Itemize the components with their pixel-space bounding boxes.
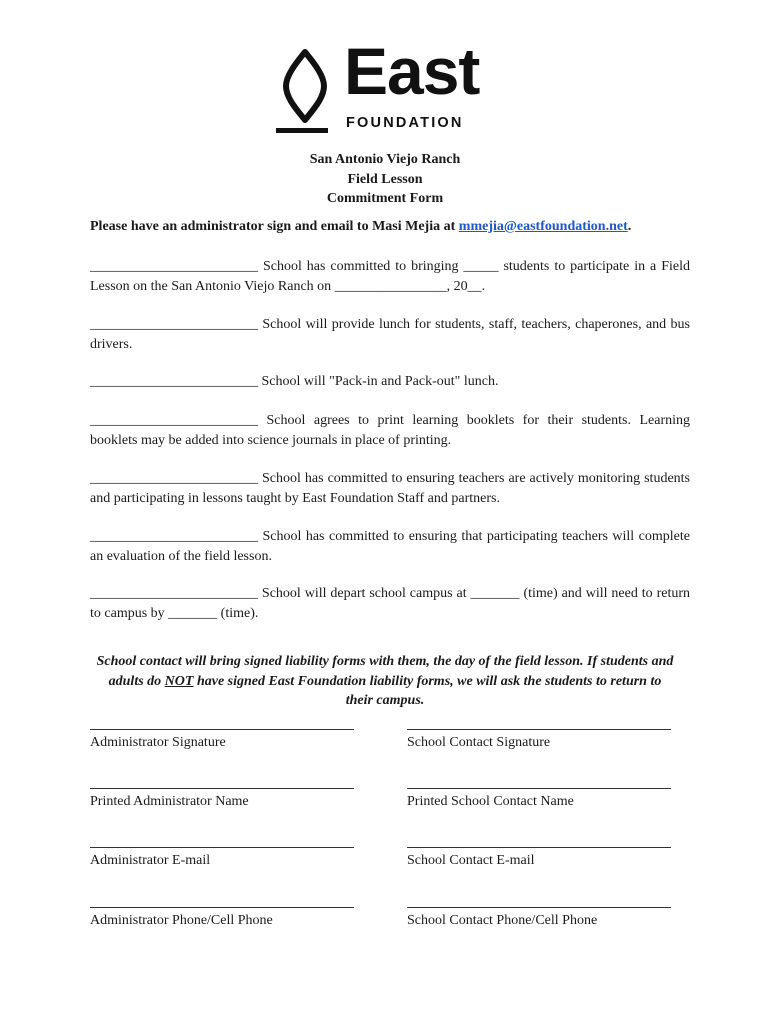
notice-text-before: School contact will bring signed liability forms with them, the day of the field lesson. If students and adults do [96,654,674,689]
signature-block[interactable] [407,907,671,930]
diamond-logo-icon [276,48,334,134]
signature-label: Administrator Signature [90,735,226,750]
commitment-item-pack: ________________________ School will "Pack-in and Pack-out" lunch. [90,374,499,389]
signature-label: School Contact Signature [407,735,551,750]
signature-line [90,788,354,789]
heading-line-lesson: Field Lesson [347,171,423,187]
signature-line [90,847,354,848]
commitment-item-monitoring: ________________________ School has committed to ensuring teachers are actively monitoring students and participating in lessons taught by East Foundation Staff and partners. [90,471,690,506]
signature-block[interactable] [90,847,354,870]
signature-label: School Contact E-mail [407,853,535,868]
signature-block[interactable] [407,847,671,870]
signature-label: Printed Administrator Name [90,794,249,809]
signature-label: Printed School Contact Name [407,794,574,809]
signature-block[interactable] [90,729,354,752]
intro-period: . [627,219,632,234]
signature-line [407,907,671,908]
signature-block[interactable] [407,729,671,752]
signature-block[interactable] [90,907,354,930]
heading-line-ranch: San Antonio Viejo Ranch [309,152,461,167]
signature-line [407,729,671,730]
east-foundation-logo [276,34,496,134]
signature-block[interactable] [90,788,354,811]
logo-subtitle: FOUNDATION [346,115,464,131]
signature-line [407,788,671,789]
commitment-item-lunch: ________________________ School will provide lunch for students, staff, teachers, chaperones, and bus drivers. [90,317,690,352]
signature-label: Administrator E-mail [90,853,211,868]
commitment-item-evaluation: ________________________ School has committed to ensuring that participating teachers will complete an evaluation of the field lesson. [90,529,690,564]
signature-block[interactable] [407,788,671,811]
signature-label: Administrator Phone/Cell Phone [90,913,273,928]
signature-label: School Contact Phone/Cell Phone [407,913,598,928]
form-heading [0,150,770,209]
liability-notice [96,652,674,711]
heading-line-form: Commitment Form [326,191,444,206]
logo-wordmark: East [344,34,480,108]
commitment-item-departure: ________________________ School will depart school campus at _______ (time) and will need to return to campus by _______ (time). [90,586,690,621]
signature-line [407,847,671,848]
commitment-item-bringing: ________________________ School has committed to bringing _____ students to participate in a Field Lesson on the San Antonio Viejo Ranch on ________________, 20__. [90,259,690,294]
notice-emphasis: NOT [164,673,194,689]
signature-line [90,907,354,908]
intro-text: Please have an administrator sign and email to Masi Mejia at [90,219,456,234]
email-link[interactable]: mmejia@eastfoundation.net [458,219,628,234]
notice-text-after: have signed East Foundation liability forms, we will ask the students to return to their campus. [196,673,662,708]
intro-instruction [90,219,631,235]
commitment-item-booklets: ________________________ School agrees to print learning booklets for their students. Learning booklets may be added into science journals in place of printing. [90,413,690,448]
signature-line [90,729,354,730]
